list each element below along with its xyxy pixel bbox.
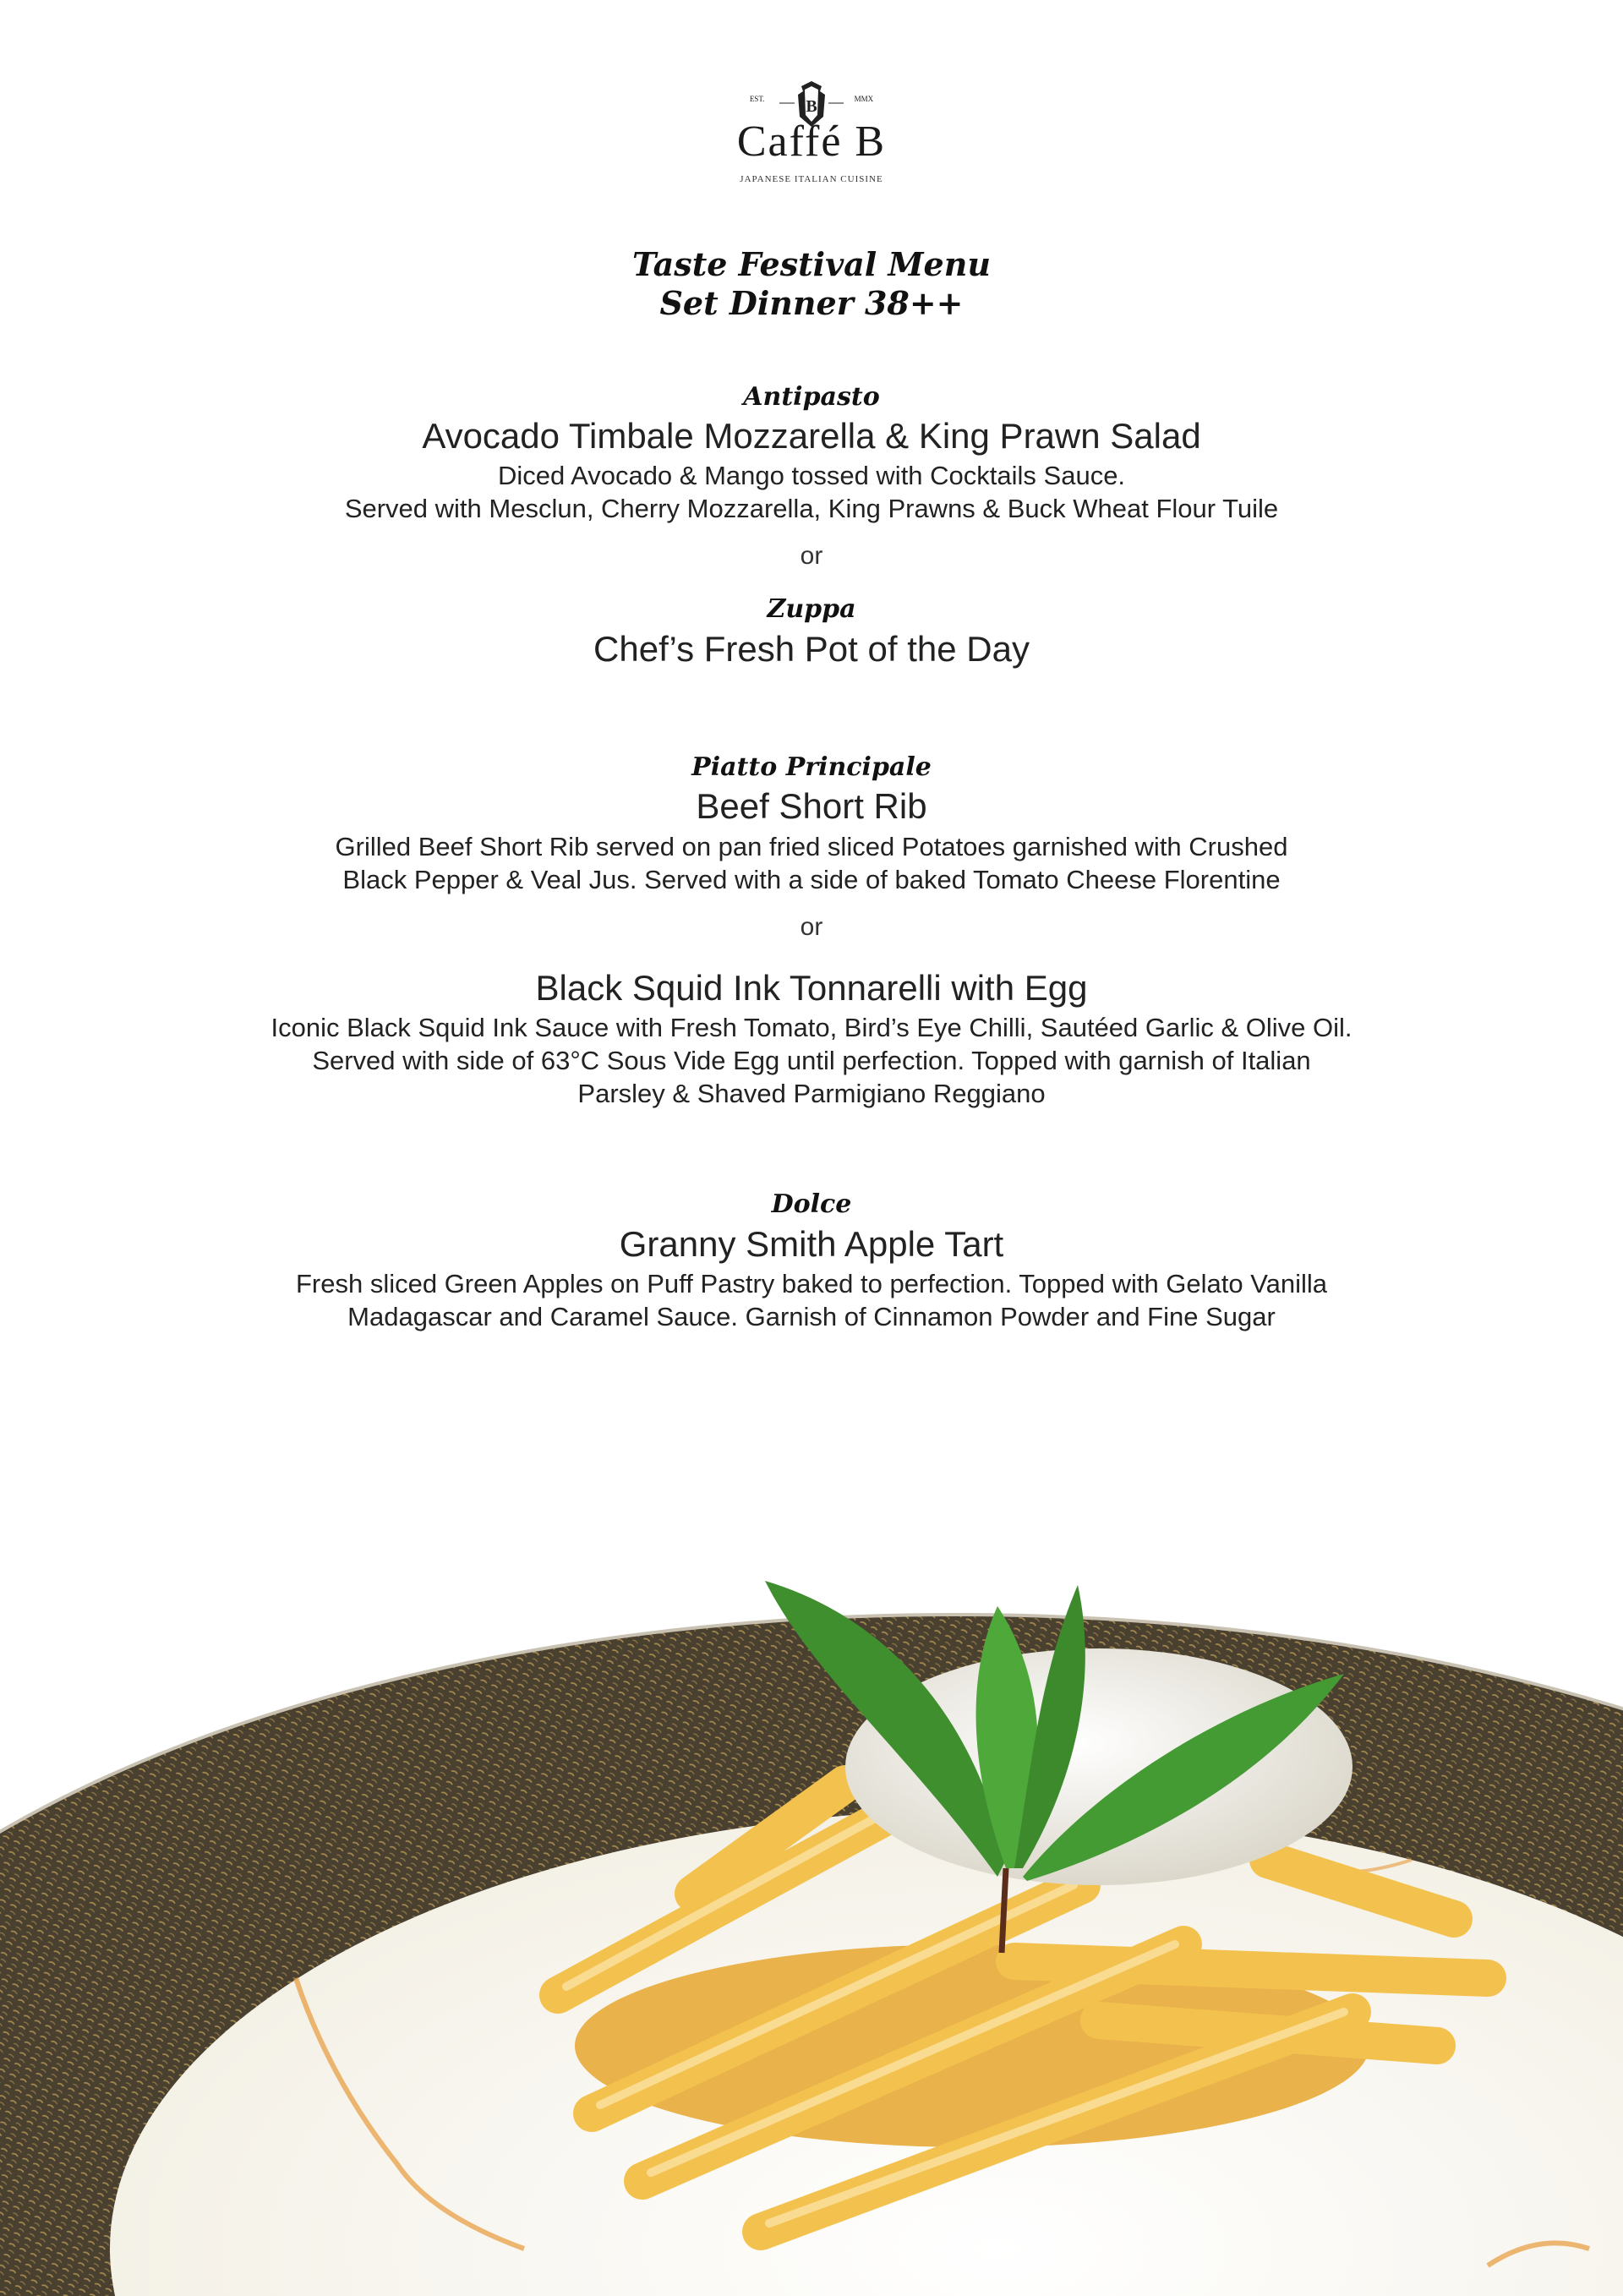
section-heading-principale: Piatto Principale: [691, 752, 932, 782]
logo-est: EST.: [749, 95, 765, 103]
dish-desc-squid-3: Parsley & Shaved Parmigiano Reggiano: [577, 1079, 1046, 1108]
section-heading-zuppa: Zuppa: [767, 594, 856, 624]
section-heading-antipasto: Antipasto: [743, 382, 880, 412]
dish-desc-beef-2: Black Pepper & Veal Jus. Served with a side of baked Tomato Cheese Florentine: [342, 865, 1281, 894]
dish-desc-avocado-2: Served with Mesclun, Cherry Mozzarella, King Prawns & Buck Wheat Flour Tuile: [344, 494, 1279, 523]
svg-text:B: B: [806, 97, 817, 116]
dish-title-tart: Granny Smith Apple Tart: [619, 1224, 1004, 1264]
menu-title: [0, 245, 1623, 323]
brand-subtitle: JAPANESE ITALIAN CUISINE: [740, 174, 883, 184]
dish-title-avocado: Avocado Timbale Mozzarella & King Prawn Salad: [422, 416, 1201, 456]
or-divider: or: [800, 913, 823, 941]
dish-desc-tart-1: Fresh sliced Green Apples on Puff Pastry baked to perfection. Topped with Gelato Vanilla: [295, 1269, 1328, 1298]
logo-year: MMX: [854, 95, 874, 103]
or-divider: or: [800, 542, 823, 570]
dish-desc-beef-1: Grilled Beef Short Rib served on pan fried sliced Potatoes garnished with Crushed: [335, 832, 1288, 861]
dish-desc-squid-1: Iconic Black Squid Ink Sauce with Fresh Tomato, Bird’s Eye Chilli, Sautéed Garlic & Olive Oil.: [270, 1013, 1352, 1042]
menu-title-line: Taste Festival Menu: [632, 245, 991, 283]
plate-illustration: [0, 1505, 1623, 2296]
apple-tart-photo: [0, 1505, 1623, 2296]
dish-title-soup: Chef’s Fresh Pot of the Day: [593, 629, 1030, 669]
dish-desc-squid-2: Served with side of 63°C Sous Vide Egg until perfection. Topped with garnish of Italian: [312, 1046, 1311, 1075]
dish-title-beef: Beef Short Rib: [696, 786, 927, 826]
dish-desc-tart-2: Madagascar and Caramel Sauce. Garnish of Cinnamon Powder and Fine Sugar: [347, 1302, 1276, 1331]
dish-title-squid: Black Squid Ink Tonnarelli with Egg: [535, 968, 1088, 1008]
dish-desc-avocado-1: Diced Avocado & Mango tossed with Cocktails Sauce.: [497, 461, 1126, 490]
menu-subtitle-line: Set Dinner 38++: [659, 284, 964, 322]
section-heading-dolce: Dolce: [771, 1189, 852, 1219]
brand-name: Caffé B: [736, 118, 887, 166]
